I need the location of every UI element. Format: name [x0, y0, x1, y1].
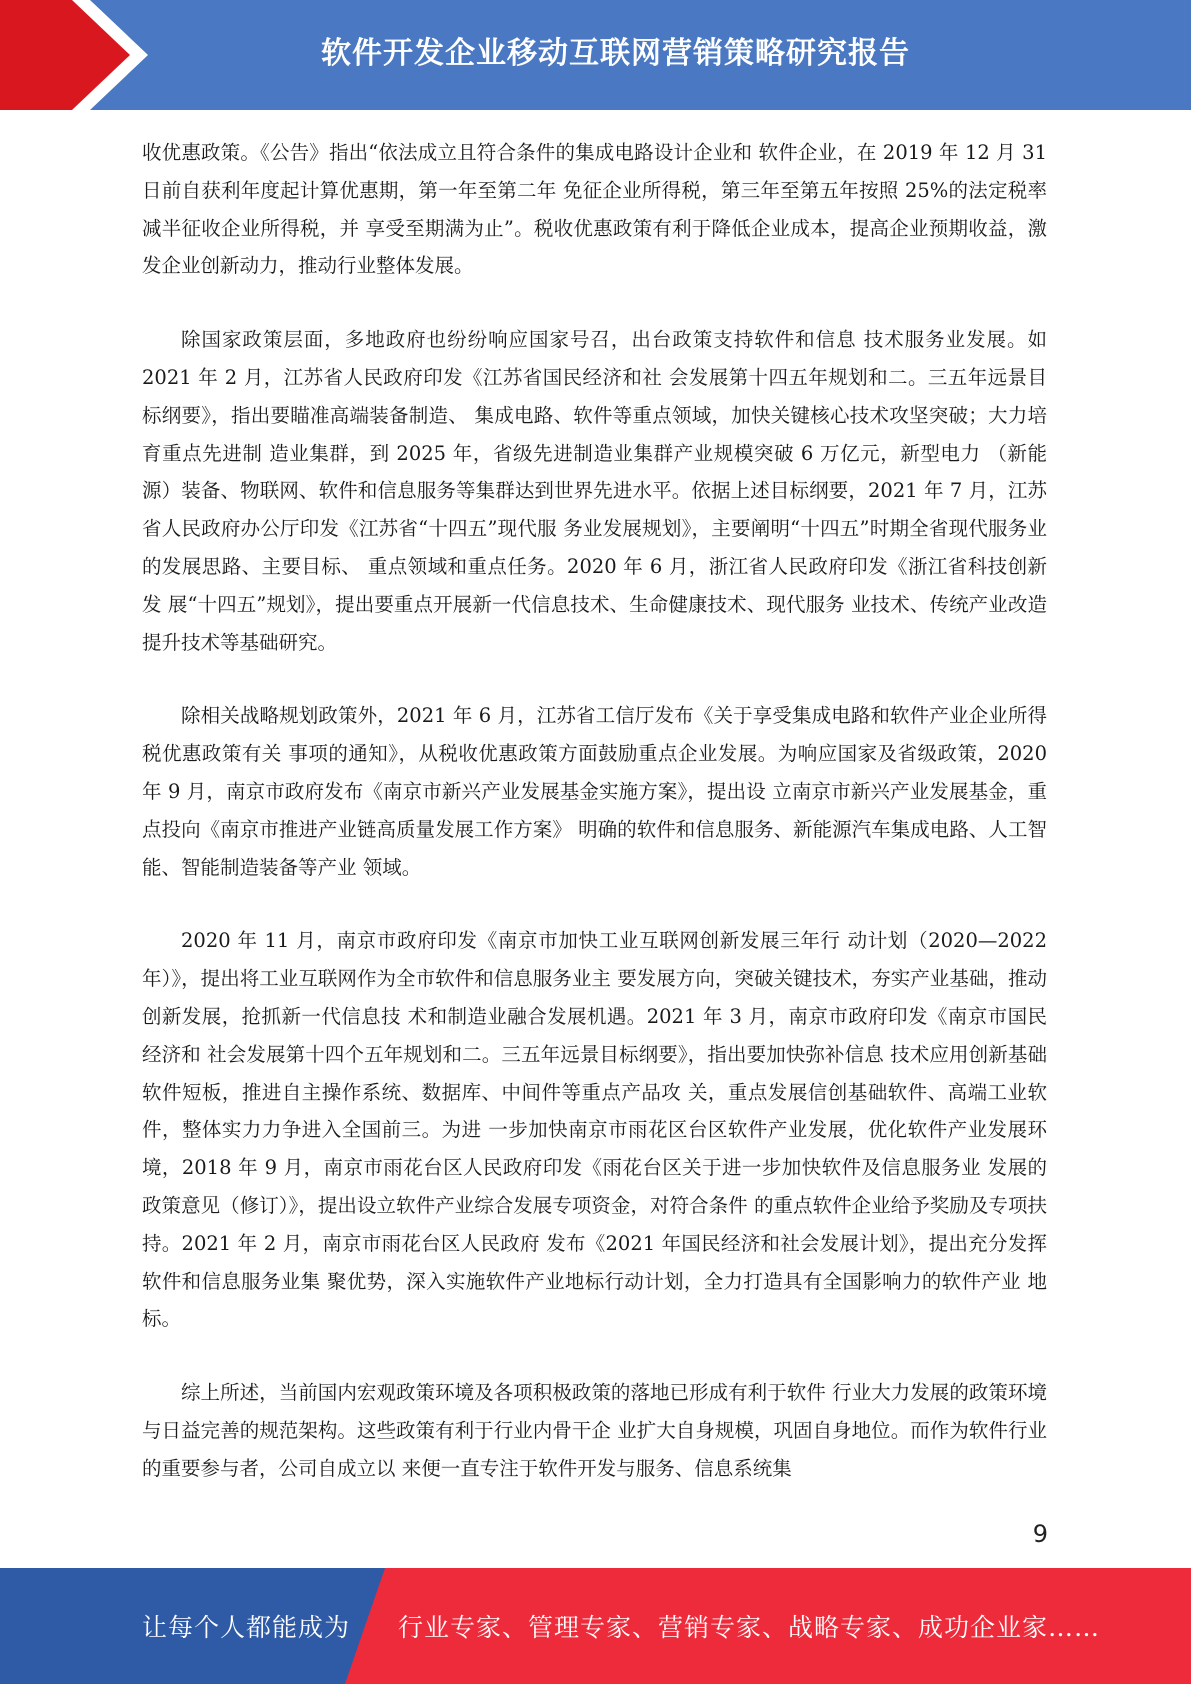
page-number: 9 — [1032, 1520, 1048, 1548]
paragraph-5: 综上所述，当前国内宏观政策环境及各项积极政策的落地已形成有利于软件 行业大力发展的政策环境与日益完善的规范架构。这些政策有利于行业内骨干企 业扩大自身规模，巩固自身地位。而作为软件行业的重要参与者，公司自成立以 来便一直专注于软件开发与服务、信息系统集 — [142, 1381, 1047, 1480]
paragraph-4: 2020 年 11 月，南京市政府印发《南京市加快工业互联网创新发展三年行 动计划（2020—2022 年）》，提出将工业互联网作为全市软件和信息服务业主 要发展方向，突破关键技术，夯实产业基础，推动创新发展，抢抓新一代信息技 术和制造业融合发展机遇。2021 年 3 月，南京市政府印发《南京市国民经济和 社会发展第十四个五年规划和二。三五年远景目标纲要》，指出要加快弥补信息 技术应用创新基础软件短板，推进自主操作系统、数据库、中间件等重点产品攻 关，重点发展信创基础软件、高端工业软件，整体实力力争进入全国前三。为进 一步加快南京市雨花区台区软件产业发展，优化软件产业发展环境，2018 年 9 月，南京市雨花台区人民政府印发《雨花台区关于进一步加快软件及信息服务业 发展的政策意见（修订）》，提出设立软件产业综合发展专项资金，对符合条件 的重点软件企业给予奖励及专项扶持。2021 年 2 月，南京市雨花台区人民政府 发布《2021 年国民经济和社会发展计划》，提出充分发挥软件和信息服务业集 聚优势，深入实施软件产业地标行动计划，全力打造具有全国影响力的软件产业 地标。 — [142, 929, 1047, 1331]
document-title: 软件开发企业移动互联网营销策略研究报告 — [321, 36, 910, 71]
footer-slogan-right: 行业专家、管理专家、营销专家、战略专家、成功企业家…… — [398, 1613, 1101, 1642]
footer-slogan-left: 让每个人都能成为 — [142, 1613, 351, 1642]
document-body — [142, 134, 1047, 1524]
paragraph-2: 除国家政策层面，多地政府也纷纷响应国家号召，出台政策支持软件和信息 技术服务业发展。如 2021 年 2 月，江苏省人民政府印发《江苏省国民经济和社 会发展第十四五年规划和二。三五年远景目标纲要》，指出要瞄准高端装备制造、 集成电路、软件等重点领域，加快关键核心技术攻坚突破；大力培育重点先进制 造业集群，到 2025 年，省级先进制造业集群产业规模突破 6 万亿元，新型电力 （新能源）装备、物联网、软件和信息服务等集群达到世界先进水平。依据上述目标纲要，2021 年 7 月，江苏省人民政府办公厅印发《江苏省“十四五”现代服 务业发展规划》，主要阐明“十四五”时期全省现代服务业的发展思路、主要目标、 重点领域和重点任务。2020 年 6 月，浙江省人民政府印发《浙江省科技创新发 展“十四五”规划》，提出要重点开展新一代信息技术、生命健康技术、现代服务 业技术、传统产业改造提升技术等基础研究。 — [142, 328, 1047, 654]
paragraph-3: 除相关战略规划政策外，2021 年 6 月，江苏省工信厅发布《关于享受集成电路和软件产业企业所得税优惠政策有关 事项的通知》，从税收优惠政策方面鼓励重点企业发展。为响应国家及省级政策，2020 年 9 月，南京市政府发布《南京市新兴产业发展基金实施方案》，提出设 立南京市新兴产业发展基金，重点投向《南京市推进产业链高质量发展工作方案》 明确的软件和信息服务、新能源汽车集成电路、人工智能、智能制造装备等产业 领域。 — [142, 704, 1047, 879]
page-footer — [0, 1568, 1191, 1684]
page-header — [0, 0, 1191, 110]
paragraph-1: 收优惠政策。《公告》指出“依法成立且符合条件的集成电路设计企业和 软件企业，在 2019 年 12 月 31 日前自获利年度起计算优惠期，第一年至第二年 免征企业所得税，第三年至第五年按照 25%的法定税率减半征收企业所得税，并 享受至期满为止”。税收优惠政策有利于降低企业成本，提高企业预期收益，激 发企业创新动力，推动行业整体发展。 — [142, 141, 1047, 278]
